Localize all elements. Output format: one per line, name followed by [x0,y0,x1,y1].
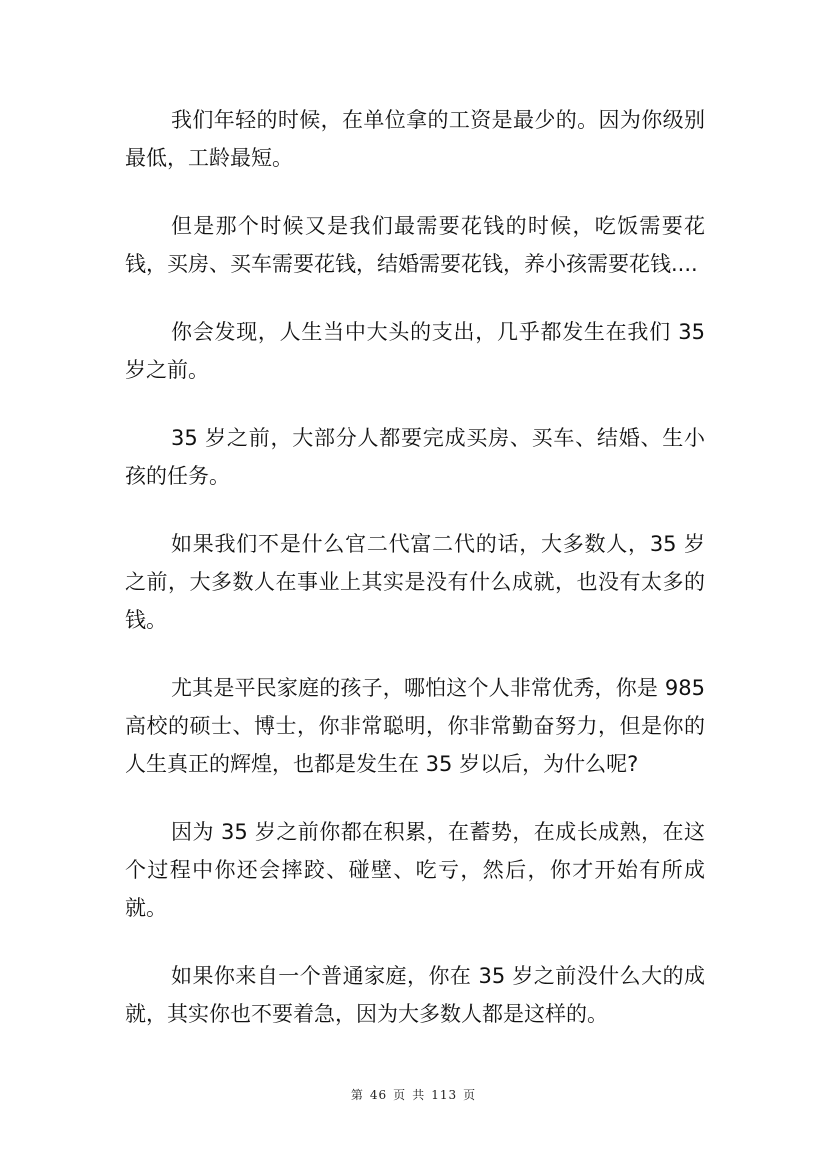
paragraph: 我们年轻的时候，在单位拿的工资是最少的。因为你级别最低，工龄最短。 [125,108,705,170]
page-unit: 页 [393,1088,407,1102]
total-page-count: 113 [431,1088,458,1102]
paragraph: 尤其是平民家庭的孩子，哪怕这个人非常优秀，你是 985 高校的硕士、博士，你非常聪明，你非常勤奋努力，但是你的人生真正的辉煌，也都是发生在 35 岁以后，为什么呢? [125,676,705,776]
current-page-number: 46 [369,1088,388,1102]
total-label: 共 [412,1088,426,1102]
document-body [125,101,705,1063]
paragraph: 你会发现，人生当中大头的支出，几乎都发生在我们 35 岁之前。 [125,320,705,382]
page-number-footer [0,1086,827,1103]
page-suffix: 页 [463,1088,477,1102]
paragraph: 如果我们不是什么官二代富二代的话，大多数人，35 岁之前，大多数人在事业上其实是没有什么成就，也没有太多的钱。 [125,532,705,632]
paragraph: 35 岁之前，大部分人都要完成买房、买车、结婚、生小孩的任务。 [125,426,705,488]
paragraph: 但是那个时候又是我们最需要花钱的时候，吃饭需要花钱，买房、买车需要花钱，结婚需要花钱，养小孩需要花钱.... [125,214,705,276]
paragraph: 如果你来自一个普通家庭，你在 35 岁之前没什么大的成就，其实你也不要着急，因为大多数人都是这样的。 [125,964,705,1026]
paragraph: 因为 35 岁之前你都在积累，在蓄势，在成长成熟，在这个过程中你还会摔跤、碰壁、吃亏，然后，你才开始有所成就。 [125,820,705,920]
page-prefix: 第 [350,1088,364,1102]
